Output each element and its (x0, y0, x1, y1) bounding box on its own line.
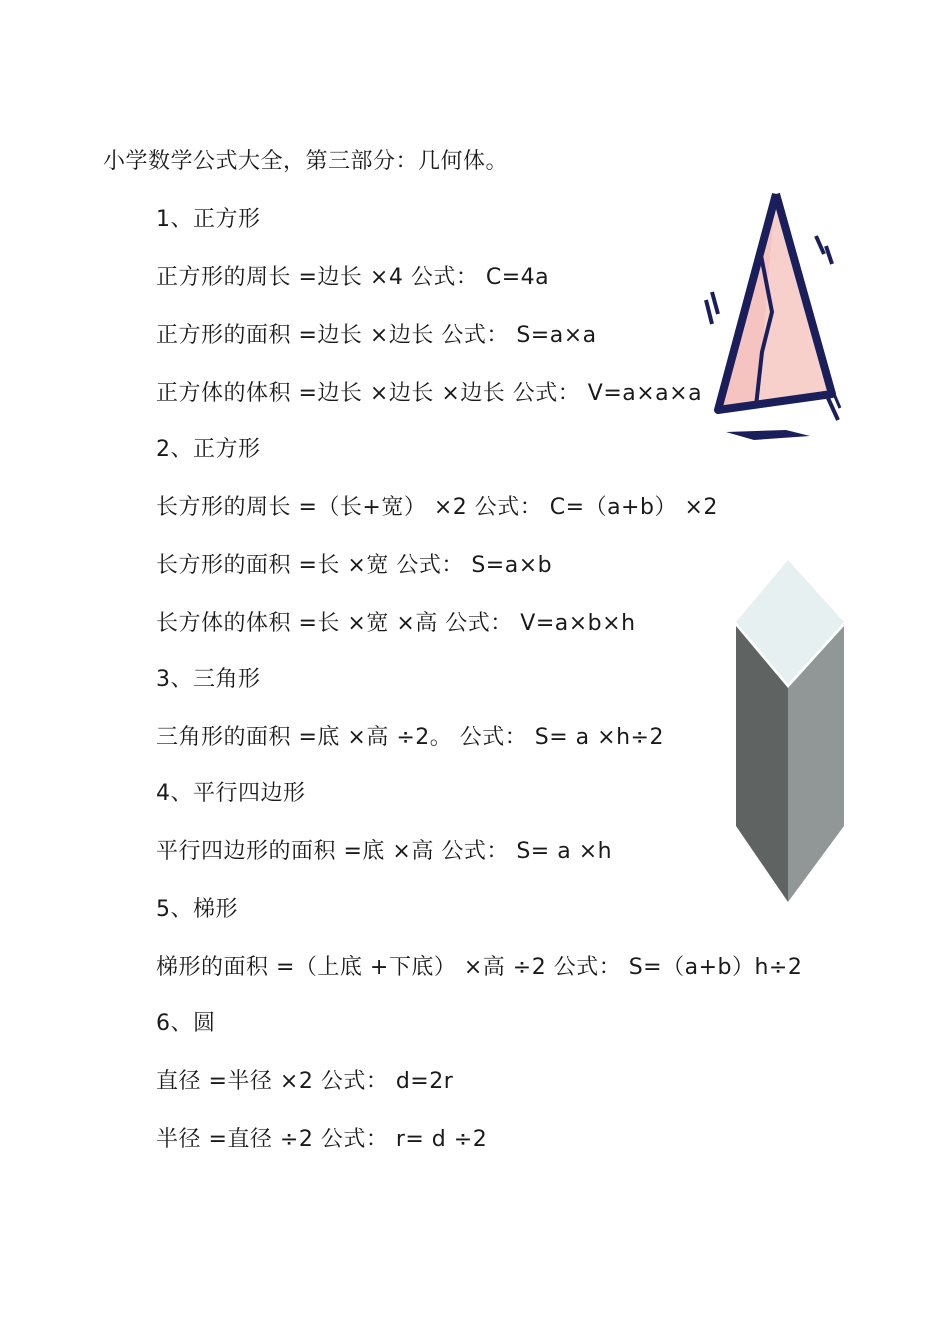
formula-parallelogram-area: 平行四边形的面积 =底 ×高 公式： S= a ×h (156, 839, 613, 864)
section-heading-rectangle: 2、正方形 (156, 437, 261, 462)
formula-rectangle-area: 长方形的面积 =长 ×宽 公式： S=a×b (156, 553, 553, 578)
prism-illustration (732, 556, 846, 906)
formula-square-area: 正方形的面积 =边长 ×边长 公式： S=a×a (156, 323, 597, 348)
formula-radius: 半径 =直径 ÷2 公式： r= d ÷2 (156, 1127, 488, 1152)
pyramid-stroke-2 (826, 246, 832, 264)
section-heading-square: 1、正方形 (156, 207, 261, 232)
document-title: 小学数学公式大全，第三部分：几何体。 (103, 149, 509, 174)
pyramid-stroke-3 (706, 300, 712, 324)
pyramid-illustration (698, 188, 846, 450)
section-heading-triangle: 3、三角形 (156, 667, 261, 692)
pyramid-shadow (726, 430, 810, 440)
pyramid-stroke-4 (712, 292, 718, 314)
section-heading-parallelogram: 4、平行四边形 (156, 781, 306, 806)
formula-cube-volume: 正方体的体积 =边长 ×边长 ×边长 公式： V=a×a×a (156, 381, 703, 406)
pyramid-stroke-6 (834, 394, 840, 408)
section-heading-circle: 6、圆 (156, 1011, 216, 1036)
pyramid-stroke-1 (816, 236, 824, 254)
formula-triangle-area: 三角形的面积 =底 ×高 ÷2。 公式： S= a ×h÷2 (156, 725, 664, 750)
formula-square-perimeter: 正方形的周长 =边长 ×4 公式： C=4a (156, 265, 550, 290)
section-heading-trapezoid: 5、梯形 (156, 897, 238, 922)
formula-diameter: 直径 =半径 ×2 公式： d=2r (156, 1069, 454, 1094)
formula-rectangle-perimeter: 长方形的周长 =（长+宽） ×2 公式： C=（a+b） ×2 (156, 495, 718, 520)
formula-cuboid-volume: 长方体的体积 =长 ×宽 ×高 公式： V=a×b×h (156, 611, 636, 636)
formula-trapezoid-area: 梯形的面积 =（上底 +下底） ×高 ÷2 公式： S=（a+b）h÷2 (156, 955, 803, 980)
